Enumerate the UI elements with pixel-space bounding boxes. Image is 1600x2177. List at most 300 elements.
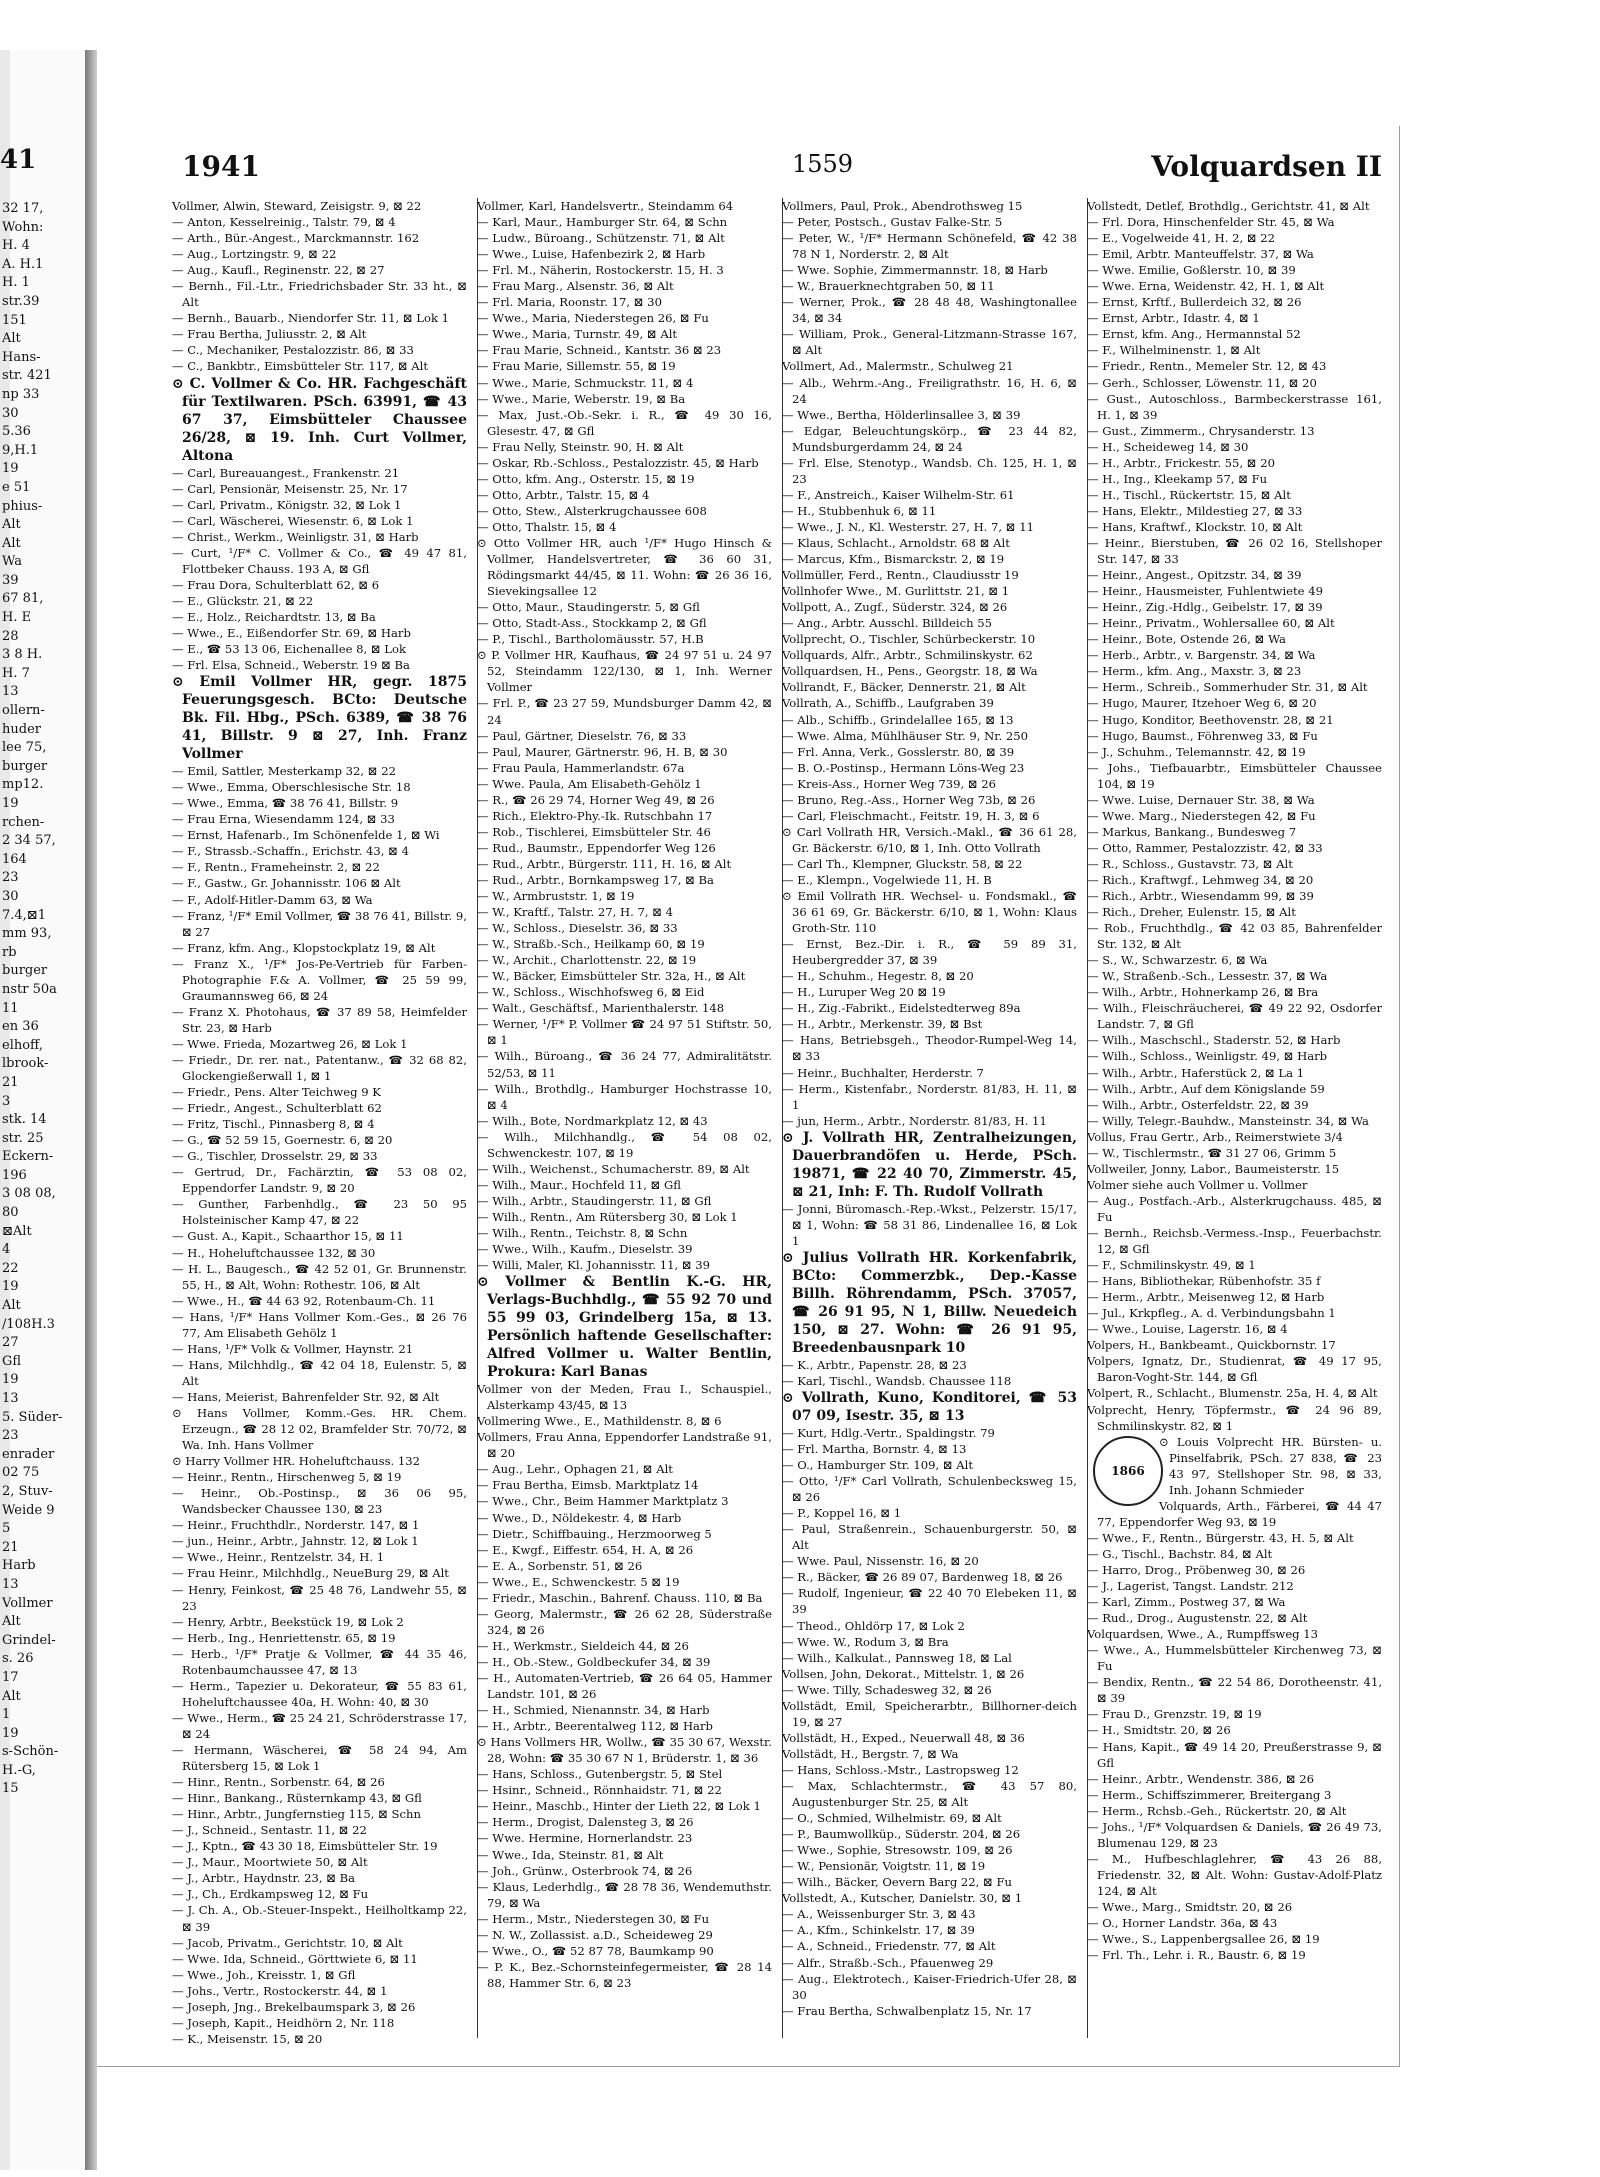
directory-page — [97, 126, 1400, 2067]
directory-entry: — Otto, kfm. Ang., Osterstr. 15, ⊠ 19 — [477, 471, 695, 486]
directory-entry: — Wilh., Büroang., ☎ 36 24 77, Admiralitätstr. 52/53, ⊠ 11 — [477, 1049, 772, 1080]
directory-entry: — Ernst, Hafenarb., Im Schönenfelde 1, ⊠ Wi — [172, 828, 440, 843]
directory-entry: — Jonni, Büromasch.-Rep.-Wkst., Pelzerstr. 15/17, ⊠ 1, Wohn: ☎ 58 31 86, Lindenallee 16, ⊠ Lok 1 — [782, 1201, 1077, 1248]
directory-entry: — Aug., Kaufl., Reginenstr. 22, ⊠ 27 — [172, 263, 385, 278]
directory-entry: — W., Straßenb.-Sch., Lessestr. 37, ⊠ Wa — [1087, 969, 1328, 984]
directory-entry: — Dietr., Schiffbauing., Herzmoorweg 5 — [477, 1526, 712, 1541]
directory-entry: — C., Bankbtr., Eimsbütteler Str. 117, ⊠ Alt — [172, 359, 428, 374]
directory-entry: ⊙ Vollmer & Bentlin K.-G. HR, Verlags-Buchhdlg., ☎ 55 92 70 und 55 99 03, Grindelberg 15a, ⊠ 13. Persönlich haftende Gesellschafter: Alfred Vollmer u. Walter Bentlin, Prokura: Karl Banas — [477, 1274, 772, 1381]
directory-entry: — R., Bäcker, ☎ 26 89 07, Bardenweg 18, ⊠ 26 — [782, 1570, 1063, 1585]
directory-entry: — F., Gastw., Gr. Johannisstr. 106 ⊠ Alt — [172, 876, 401, 891]
directory-entry: — Herm., Arbtr., Meisenweg 12, ⊠ Harb — [1087, 1290, 1325, 1305]
directory-entry: — Wwe., Bertha, Hölderlinsallee 3, ⊠ 39 — [782, 407, 1021, 422]
left-page-line: Gfl — [2, 1353, 22, 1369]
directory-entry: — E., Glückstr. 21, ⊠ 22 — [172, 593, 314, 608]
directory-entry: — Rud., Baumstr., Eppendorfer Weg 126 — [477, 840, 716, 855]
directory-entry: — W., Tischlermstr., ☎ 31 27 06, Grimm 5 — [1087, 1145, 1337, 1160]
directory-entry: — Johs., ¹/F* Volquardsen & Daniels, ☎ 26 49 73, Blumenau 129, ⊠ 23 — [1087, 1819, 1382, 1850]
left-page-line: elhoff, — [2, 1037, 43, 1053]
left-page-line: Hans- — [2, 349, 41, 365]
left-page-line: 19 — [2, 796, 19, 811]
directory-entry: — Frl. Else, Stenotyp., Wandsb. Ch. 125, H. 1, ⊠ 23 — [782, 455, 1077, 486]
directory-entry: — Otto, Maur., Staudingerstr. 5, ⊠ Gfl — [477, 600, 700, 615]
directory-entry: — Klaus, Lederhdlg., ☎ 28 78 36, Wendemuthstr. 79, ⊠ Wa — [477, 1879, 772, 1910]
directory-entry: — Wwe., Emma, ☎ 38 76 41, Billstr. 9 — [172, 796, 399, 811]
left-page-line: s-Schön- — [2, 1744, 59, 1760]
left-page-line: 2, Stuv- — [2, 1483, 53, 1499]
directory-entry: — Friedr., Angest., Schulterblatt 62 — [172, 1101, 382, 1116]
directory-entry: — Karl, Tischl., Wandsb. Chaussee 118 — [782, 1373, 1012, 1388]
directory-entry: — Herb., Ing., Henriettenstr. 65, ⊠ 19 — [172, 1630, 396, 1645]
left-page-line: ollern- — [2, 703, 45, 719]
directory-entry: Vollsen, John, Dekorat., Mittelstr. 1, ⊠ 26 — [782, 1666, 1025, 1681]
directory-entry: Volmer siehe auch Vollmer u. Vollmer — [1087, 1177, 1308, 1192]
directory-entry: — F., Strassb.-Schaffn., Erichstr. 43, ⊠ 4 — [172, 844, 409, 859]
directory-entry: — Hans, Betriebsgeh., Theodor-Rumpel-Weg 14, ⊠ 33 — [782, 1033, 1077, 1064]
directory-entry: — Harro, Drog., Pröbenweg 30, ⊠ 26 — [1087, 1562, 1306, 1577]
directory-entry: — Frl. Anna, Verk., Gosslerstr. 80, ⊠ 39 — [782, 744, 1015, 759]
directory-entry: — Max, Schlachtermstr., ☎ 43 57 80, Augustenburger Str. 25, ⊠ Alt — [782, 1778, 1077, 1810]
directory-entry: — Wilh., Bäcker, Oevern Barg 22, ⊠ Fu — [782, 1875, 1012, 1890]
left-page-line: 17 — [2, 1669, 19, 1685]
directory-entry: — Hans, Bibliothekar, Rübenhofstr. 35 f — [1087, 1274, 1321, 1289]
left-page-line: Alt — [2, 1298, 21, 1314]
left-page-line: 19 — [2, 1725, 19, 1741]
book-gutter — [85, 50, 97, 2170]
directory-entry: — Wilh., Kalkulat., Pannsweg 18, ⊠ Lal — [782, 1650, 1012, 1665]
directory-entry: — Heinr., Angest., Opitzstr. 34, ⊠ 39 — [1087, 568, 1302, 583]
left-page-line: 80 — [2, 1205, 19, 1221]
directory-entry: — Wwe., Ida, Steinstr. 81, ⊠ Alt — [477, 1847, 664, 1862]
directory-entry: — Klaus, Schlacht., Arnoldstr. 68 ⊠ Alt — [782, 535, 1010, 550]
directory-entry: — Bernh., Fil.-Ltr., Friedrichsbader Str. 33 ht., ⊠ Alt — [172, 279, 467, 310]
directory-entry: — Herb., ¹/F* Pratje & Vollmer, ☎ 44 35 46, Rotenbaumchaussee 47, ⊠ 13 — [172, 1646, 467, 1677]
directory-entry: — Hans, Kraftwf., Klockstr. 10, ⊠ Alt — [1087, 519, 1303, 534]
directory-entry: ⊙ P. Vollmer HR, Kaufhaus, ☎ 24 97 51 u. 24 97 52, Steindamm 122/130, ⊠ 1, Inh. Werner Vollmer — [477, 648, 772, 695]
directory-entry: — W., Brauerknechtgraben 50, ⊠ 11 — [782, 279, 995, 294]
directory-entry: — Frau Bertha, Schwalbenplatz 15, Nr. 17 — [782, 2003, 1032, 2018]
directory-entry: Vollstedt, A., Kutscher, Danielstr. 30, ⊠ 1 — [782, 1891, 1023, 1906]
directory-entry: — Edgar, Beleuchtungskörp., ☎ 23 44 82, Mundsburgerdamm 24, ⊠ 24 — [782, 423, 1077, 454]
directory-entry: — G., ☎ 52 59 15, Goernestr. 6, ⊠ 20 — [172, 1133, 393, 1148]
directory-entry: Volpert, R., Schlacht., Blumenstr. 25a, H. 4, ⊠ Alt — [1087, 1386, 1378, 1401]
directory-entry: Vollmüller, Ferd., Rentn., Claudiusstr 19 — [782, 568, 1019, 583]
directory-entry: — Frau Erna, Wiesendamm 124, ⊠ 33 — [172, 812, 395, 827]
directory-entry: — Otto, Stew., Alsterkrugchaussee 608 — [477, 503, 707, 518]
directory-entry: Vollquards, Alfr., Arbtr., Schmilinskystr. 62 — [782, 648, 1033, 663]
left-page-fragment — [0, 50, 85, 2170]
directory-entry: — J., Schuhm., Telemannstr. 42, ⊠ 19 — [1087, 744, 1306, 759]
directory-entry: — Rich., Elektro-Phy.-Ik. Rutschbahn 17 — [477, 808, 713, 823]
directory-entry: — Wilh., Maschschl., Staderstr. 52, ⊠ Harb — [1087, 1033, 1341, 1048]
directory-entry: — Rud., Arbtr., Bürgerstr. 111, H. 16, ⊠ Alt — [477, 856, 732, 871]
left-page-line: phius- — [2, 498, 43, 514]
directory-entry: — E., Kwgf., Eiffestr. 654, H. A, ⊠ 26 — [477, 1542, 694, 1557]
left-page-line: H. 4 — [2, 238, 30, 254]
directory-entry: ⊙ Carl Vollrath HR, Versich.-Makl., ☎ 36 61 28, Gr. Bäckerstr. 6/10, ⊠ 1, Inh. Otto Vollrath — [782, 824, 1077, 855]
left-page-line: 23 — [2, 1428, 19, 1444]
directory-entry: — W., Pensionär, Voigtstr. 11, ⊠ 19 — [782, 1859, 986, 1874]
column-1 — [172, 198, 467, 2058]
directory-entry: — Bernh., Bauarb., Niendorfer Str. 11, ⊠ Lok 1 — [172, 311, 450, 326]
directory-entry: — H., Luruper Weg 20 ⊠ 19 — [782, 985, 946, 1000]
directory-entry: — Bendix, Rentn., ☎ 22 54 86, Dorotheenstr. 41, ⊠ 39 — [1087, 1675, 1382, 1706]
directory-entry: — Rich., Dreher, Eulenstr. 15, ⊠ Alt — [1087, 905, 1296, 920]
left-page-line: 30 — [2, 405, 19, 421]
directory-entry: — jun, Herm., Arbtr., Norderstr. 81/83, H. 11 — [782, 1113, 1047, 1128]
left-page-line: Alt — [2, 331, 21, 347]
directory-entry: — J., Maur., Moortwiete 50, ⊠ Alt — [172, 1855, 368, 1870]
left-page-line: Eckern- — [2, 1149, 54, 1165]
directory-entry: ⊙ Vollrath, Kuno, Konditorei, ☎ 53 07 09, Isestr. 35, ⊠ 13 — [782, 1389, 1077, 1424]
directory-entry: — Wwe., Herm., ☎ 25 24 21, Schröderstrasse 17, ⊠ 24 — [172, 1710, 467, 1741]
directory-entry: — Rich., Kraftwgf., Lehmweg 34, ⊠ 20 — [1087, 872, 1314, 887]
left-page-line: str. 25 — [2, 1130, 44, 1146]
directory-entry: — W., Kraftf., Talstr. 27, H. 7, ⊠ 4 — [477, 905, 674, 920]
directory-entry: — Otto, Stadt-Ass., Stockkamp 2, ⊠ Gfl — [477, 616, 707, 631]
directory-entry: — Frau Bertha, Eimsb. Marktplatz 14 — [477, 1478, 699, 1493]
left-page-line: 21 — [2, 1539, 19, 1555]
directory-entry: — Frl. Maria, Roonstr. 17, ⊠ 30 — [477, 295, 662, 310]
left-page-line: 39 — [2, 572, 19, 588]
left-page-line: H. E — [2, 610, 32, 626]
directory-entry: — Aug., Lehr., Ophagen 21, ⊠ Alt — [477, 1462, 673, 1477]
directory-entry: — Gust., Autoschloss., Barmbeckerstrasse 161, H. 1, ⊠ 39 — [1087, 391, 1382, 422]
page-year: 1941 — [182, 150, 260, 183]
directory-entry: Vollus, Frau Gertr., Arb., Reimerstwiete 3/4 — [1087, 1129, 1343, 1144]
directory-entry: — Heinr., Ob.-Postinsp., ⊠ 36 06 95, Wandsbecker Chaussee 130, ⊠ 23 — [172, 1486, 467, 1517]
directory-entry: — Wwe. Ida, Schneid., Görttwiete 6, ⊠ 11 — [172, 1951, 418, 1966]
directory-entry: — G., Tischl., Bachstr. 84, ⊠ Alt — [1087, 1546, 1273, 1561]
left-page-line: 7.4,⊠1 — [2, 907, 46, 923]
directory-entry: — Wwe., A., Hummelsbütteler Kirchenweg 73, ⊠ Fu — [1087, 1643, 1382, 1674]
directory-entry: ⊙ C. Vollmer & Co. HR. Fachgeschäft für Textilwaren. PSch. 63991, ☎ 43 67 37, Eimsbütteler Chaussee 26/28, ⊠ 19. Inh. Curt Vollmer, Altona — [172, 375, 467, 464]
directory-entry: — Herm., kfm. Ang., Maxstr. 3, ⊠ 23 — [1087, 664, 1302, 679]
left-page-line: 9,H.1 — [2, 442, 39, 458]
directory-entry: — Carl, Privatm., Königstr. 32, ⊠ Lok 1 — [172, 497, 402, 512]
directory-entry: ⊙ Emil Vollrath HR. Wechsel- u. Fondsmakl., ☎ 36 61 69, Gr. Bäckerstr. 6/10, ⊠ 1, Wohn: Klaus Groth-Str. 110 — [782, 889, 1077, 936]
directory-entry: — Marcus, Kfm., Bismarckstr. 2, ⊠ 19 — [782, 552, 1005, 567]
left-page-line: Alt — [2, 1688, 21, 1704]
directory-entry: — P., Koppel 16, ⊠ 1 — [782, 1506, 902, 1521]
left-page-line: 5 — [2, 1521, 11, 1537]
directory-entry: — H., Arbtr., Beerentalweg 112, ⊠ Harb — [477, 1719, 713, 1734]
directory-entry: — Wwe., Marie, Schmuckstr. 11, ⊠ 4 — [477, 375, 694, 390]
directory-entry: — Wwe., D., Nöldekestr. 4, ⊠ Harb — [477, 1510, 682, 1525]
directory-entry: — Gerh., Schlosser, Löwenstr. 11, ⊠ 20 — [1087, 375, 1317, 390]
directory-entry: — Frl. M., Näherin, Rostockerstr. 15, H. 3 — [477, 263, 724, 278]
directory-entry: — Heinr., Rentn., Hirschenweg 5, ⊠ 19 — [172, 1470, 402, 1485]
directory-entry: ⊙ Harry Vollmer HR. Hoheluftchauss. 132 — [172, 1454, 421, 1469]
directory-entry: — Friedr., Dr. rer. nat., Patentanw., ☎ 32 68 82, Glockengießerwall 1, ⊠ 1 — [172, 1052, 467, 1084]
directory-entry: — Hans, Schloss., Gutenbergstr. 5, ⊠ Stel — [477, 1767, 723, 1782]
directory-entry: — Werner, ¹/F* P. Vollmer ☎ 24 97 51 Stiftstr. 50, ⊠ 1 — [477, 1017, 772, 1048]
directory-entry: — Werner, Prok., ☎ 28 48 48, Washingtonallee 34, ⊠ 34 — [782, 295, 1077, 326]
directory-entry: — Friedr., Maschin., Bahrenf. Chauss. 110, ⊠ Ba — [477, 1590, 763, 1605]
directory-entry: — E. A., Sorbenstr. 51, ⊠ 26 — [477, 1558, 643, 1573]
directory-entry: Vollmers, Paul, Prok., Abendrothsweg 15 — [782, 199, 1023, 213]
left-page-line: mp12. — [2, 777, 44, 793]
directory-entry: — Heinr., Hausmeister, Fuhlentwiete 49 — [1087, 584, 1323, 599]
directory-entry: — Heinr., Buchhalter, Herderstr. 7 — [782, 1065, 984, 1080]
directory-entry: — Heinr., Bote, Ostende 26, ⊠ Wa — [1087, 632, 1286, 647]
directory-entry: — Aug., Elektrotech., Kaiser-Friedrich-Ufer 28, ⊠ 30 — [782, 1971, 1077, 2002]
directory-entry: — Wilh., Arbtr., Hohnerkamp 26, ⊠ Bra — [1087, 985, 1319, 1000]
left-page-line: 32 17, — [2, 201, 44, 216]
directory-entry: — Heinr., Privatm., Wohlersallee 60, ⊠ Alt — [1087, 616, 1335, 631]
directory-entry: — Wwe., Louise, Lagerstr. 16, ⊠ 4 — [1087, 1322, 1288, 1337]
directory-entry: — Herm., Rchsb.-Geh., Rückertstr. 20, ⊠ Alt — [1087, 1803, 1347, 1818]
directory-entry: — Hans, Meierist, Bahrenfelder Str. 92, ⊠ Alt — [172, 1389, 440, 1404]
directory-entry: — R., ☎ 26 29 74, Horner Weg 49, ⊠ 26 — [477, 792, 715, 807]
left-page-line: 21 — [2, 1074, 19, 1090]
left-page-line: Alt — [2, 1614, 21, 1630]
directory-entry: — Wwe., F., Rentn., Bürgerstr. 43, H. 5, ⊠ Alt — [1087, 1530, 1354, 1545]
directory-entry: — Wilh., Arbtr., Staudingerstr. 11, ⊠ Gfl — [477, 1193, 712, 1208]
directory-entry: — Wwe., Wilh., Kaufm., Dieselstr. 39 — [477, 1242, 693, 1257]
directory-entry: — Wilh., Fleischräucherei, ☎ 49 22 92, Osdorfer Landstr. 7, ⊠ Gfl — [1087, 1001, 1382, 1032]
directory-entry: — Paul, Maurer, Gärtnerstr. 96, H. B, ⊠ 30 — [477, 744, 728, 759]
directory-entry: — Henry, Feinkost, ☎ 25 48 76, Landwehr 55, ⊠ 23 — [172, 1582, 467, 1613]
directory-entry: — Wwe., Marie, Weberstr. 19, ⊠ Ba — [477, 391, 686, 406]
directory-entry: — W., Straßb.-Sch., Heilkamp 60, ⊠ 19 — [477, 937, 705, 952]
left-page-line: 3 8 H. — [2, 647, 43, 663]
left-page-header-fragment: 41 — [0, 145, 37, 175]
directory-entry: — Willi, Maler, Kl. Johannisstr. 11, ⊠ 39 — [477, 1258, 711, 1273]
directory-entry: Volpers, Ignatz, Dr., Studienrat, ☎ 49 17 95, Baron-Voght-Str. 144, ⊠ Gfl — [1087, 1354, 1382, 1385]
directory-entry: — Heinr., Zig.-Hdlg., Geibelstr. 17, ⊠ 39 — [1087, 600, 1323, 615]
left-page-line: 19 — [2, 1372, 19, 1388]
directory-entry: — Wilh., Brothdlg., Hamburger Hochstrasse 10, ⊠ 4 — [477, 1081, 772, 1112]
directory-entry: — Wwe., S., Lappenbergsallee 26, ⊠ 19 — [1087, 1932, 1320, 1947]
directory-entry: — Emil, Sattler, Mesterkamp 32, ⊠ 22 — [172, 764, 396, 779]
directory-entry: — Johs., Vertr., Rostockerstr. 44, ⊠ 1 — [172, 1983, 388, 1998]
directory-entry: — Wilh., Maur., Hochfeld 11, ⊠ Gfl — [477, 1177, 682, 1192]
directory-entry: — Wwe. Tilly, Schadesweg 32, ⊠ 26 — [782, 1682, 992, 1697]
directory-entry: — R., Schloss., Gustavstr. 73, ⊠ Alt — [1087, 856, 1293, 871]
directory-entry: — Ludw., Büroang., Schützenstr. 71, ⊠ Alt — [477, 231, 725, 246]
directory-entry: — W., Armbruststr. 1, ⊠ 19 — [477, 889, 635, 904]
directory-entry: — E., Klempn., Vogelwiede 11, H. B — [782, 872, 992, 887]
directory-entry: — O., Schmied, Wilhelmistr. 69, ⊠ Alt — [782, 1811, 1002, 1826]
directory-entry: Vollmering Wwe., E., Mathildenstr. 8, ⊠ 6 — [477, 1414, 722, 1429]
left-page-line: Wohn: — [2, 219, 44, 235]
directory-entry: — M., Hufbeschlaglehrer, ☎ 43 26 88, Friedenstr. 32, ⊠ Alt. Wohn: Gustav-Adolf-Platz 124, ⊠ Alt — [1087, 1851, 1382, 1898]
company-logo: 1866 — [1093, 1436, 1163, 1506]
directory-entry: — Wilh., Arbtr., Auf dem Königslande 59 — [1087, 1081, 1325, 1096]
directory-entry: — Hans, Kapit., ☎ 49 14 20, Preußerstrasse 9, ⊠ Gfl — [1087, 1739, 1382, 1770]
directory-entry: — J., Lagerist, Tangst. Landstr. 212 — [1087, 1579, 1294, 1594]
column-4 — [1087, 198, 1382, 2058]
directory-entry: — Ernst, Arbtr., Idastr. 4, ⊠ 1 — [1087, 311, 1260, 326]
directory-entry: — Carl Th., Klempner, Gluckstr. 58, ⊠ 22 — [782, 856, 1023, 871]
directory-entry: — Otto, Arbtr., Talstr. 15, ⊠ 4 — [477, 487, 650, 502]
left-page-line: 1 — [2, 1707, 11, 1723]
directory-entry: — Wilh., Rentn., Teichstr. 8, ⊠ Schn — [477, 1226, 688, 1240]
directory-entry: ⊙ Emil Vollmer HR, gegr. 1875 Feuerungsgesch. BCto: Deutsche Bk. Fil. Hbg., PSch. 6389, ☎ 38 76 41, Billstr. 9 ⊠ 27, Inh. Franz Vollmer — [172, 674, 467, 763]
directory-entry: — Frau D., Grenzstr. 19, ⊠ 19 — [1087, 1707, 1262, 1722]
directory-entry: — H., Schuhm., Hegestr. 8, ⊠ 20 — [782, 969, 974, 984]
directory-entry: — Frau Marie, Sillemstr. 55, ⊠ 19 — [477, 359, 676, 374]
directory-entry: — Wwe., H., ☎ 44 63 92, Rotenbaum-Ch. 11 — [172, 1293, 436, 1308]
directory-entry: — B. O.-Postinsp., Hermann Löns-Weg 23 — [782, 760, 1025, 775]
directory-entry: — Herm., Tapezier u. Dekorateur, ☎ 55 83 61, Hoheluftchaussee 40a, H. Wohn: 40, ⊠ 30 — [172, 1678, 467, 1709]
directory-entry: ⊙ Louis Volprecht HR. Bürsten- u. Pinselfabrik, PSch. 27 838, ☎ 23 43 97, Stellshoper Str. 98, ⊠ 33, Inh. Johann Schmieder — [1159, 1434, 1382, 1497]
directory-entry: — W., Schloss., Wischhofsweg 6, ⊠ Eid — [477, 985, 705, 1000]
directory-entry: — Alfr., Straßb.-Sch., Pfauenweg 29 — [782, 1955, 994, 1970]
directory-entry: — Hugo, Baumst., Föhrenweg 33, ⊠ Fu — [1087, 728, 1318, 743]
left-page-line: 67 81, — [2, 591, 44, 607]
directory-entry: — A., Schneid., Friedenstr. 77, ⊠ Alt — [782, 1939, 996, 1954]
directory-entry: — W., Schloss., Dieselstr. 36, ⊠ 33 — [477, 921, 678, 936]
left-page-line: burger — [2, 758, 48, 774]
directory-entry: — Franz X. Photohaus, ☎ 37 89 58, Heimfelder Str. 23, ⊠ Harb — [172, 1004, 467, 1035]
column-3 — [782, 198, 1077, 2058]
directory-entry: — Hans, ¹/F* Volk & Vollmer, Haynstr. 21 — [172, 1341, 414, 1356]
directory-entry: — P., Baumwollküp., Süderstr. 204, ⊠ 26 — [782, 1827, 1021, 1842]
directory-entry: — Wilh., Arbtr., Haferstück 2, ⊠ La 1 — [1087, 1065, 1305, 1080]
directory-entry: — Otto, ¹/F* Carl Vollrath, Schulenbecksweg 15, ⊠ 26 — [782, 1474, 1077, 1505]
directory-entry: — Wilh., Milchhandlg., ☎ 54 08 02, Schwenckestr. 107, ⊠ 19 — [477, 1129, 772, 1160]
directory-entry: — J. Ch. A., Ob.-Steuer-Inspekt., Heilholtkamp 22, ⊠ 39 — [172, 1903, 467, 1934]
directory-entry: — Hans, Schloss.-Mstr., Lastropsweg 12 — [782, 1762, 1019, 1777]
directory-entry: — Heinr., Fruchthdlr., Norderstr. 147, ⊠ 1 — [172, 1518, 420, 1533]
directory-entry: — Frl. Elsa, Schneid., Weberstr. 19 ⊠ Ba — [172, 658, 410, 673]
directory-entry: — Wwe., Emma, Oberschlesische Str. 18 — [172, 780, 411, 795]
directory-entry: — E., Holz., Reichardtstr. 13, ⊠ Ba — [172, 609, 376, 624]
directory-entry: — H., Hoheluftchaussee 132, ⊠ 30 — [172, 1245, 376, 1260]
directory-entry: — H., Tischl., Rückertstr. 15, ⊠ Alt — [1087, 487, 1291, 502]
left-page-line: lee 75, — [2, 740, 47, 756]
directory-entry: — E., Vogelweide 41, H. 2, ⊠ 22 — [1087, 231, 1276, 246]
directory-entry: Volquards, Arth., Färberei, ☎ 44 47 77, Eppendorfer Weg 93, ⊠ 19 — [1097, 1498, 1382, 1529]
directory-entry: — Hinr., Bankang., Rüsternkamp 43, ⊠ Gfl — [172, 1791, 422, 1806]
left-page-line: e 51 — [2, 479, 31, 495]
directory-entry: — E., ☎ 53 13 06, Eichenallee 8, ⊠ Lok — [172, 642, 406, 657]
directory-entry: — Wwe., E., Eißendorfer Str. 69, ⊠ Harb — [172, 625, 411, 640]
left-page-line: 196 — [2, 1167, 27, 1183]
directory-entry: — Jul., Krkpfleg., A. d. Verbindungsbahn 1 — [1087, 1306, 1336, 1321]
directory-entry: — Franz, kfm. Ang., Klopstockplatz 19, ⊠ Alt — [172, 940, 436, 955]
directory-entry: — Rob., Fruchthdlg., ☎ 42 03 85, Bahrenfelder Str. 132, ⊠ Alt — [1087, 921, 1382, 952]
directory-entry: — Kurt, Hdlg.-Vertr., Spaldingstr. 79 — [782, 1425, 995, 1440]
directory-entry: Vollstädt, H., Exped., Neuerwall 48, ⊠ 36 — [782, 1730, 1025, 1745]
directory-entry: — Rich., Arbtr., Wiesendamm 99, ⊠ 39 — [1087, 889, 1314, 904]
directory-entry: — Friedr., Pens. Alter Teichweg 9 K — [172, 1085, 381, 1100]
directory-entry: — Hans, Milchhdlg., ☎ 42 04 18, Eulenstr. 5, ⊠ Alt — [172, 1357, 467, 1388]
left-page-line: 5. Süder- — [2, 1409, 63, 1425]
directory-entry: — Hinr., Rentn., Sorbenstr. 64, ⊠ 26 — [172, 1775, 385, 1790]
directory-entry: Volprecht, Henry, Töpfermstr., ☎ 24 96 89, Schmilinskystr. 82, ⊠ 1 — [1087, 1402, 1382, 1433]
directory-entry: — Rud., Drog., Augustenstr. 22, ⊠ Alt — [1087, 1611, 1308, 1626]
directory-entry: — Wwe., Marg., Smidtstr. 20, ⊠ 26 — [1087, 1899, 1293, 1914]
left-page-line: 4 — [2, 1242, 11, 1258]
directory-entry: — Jacob, Privatm., Gerichtstr. 10, ⊠ Alt — [172, 1935, 403, 1950]
directory-entry: Vollmers, Frau Anna, Eppendorfer Landstraße 91, ⊠ 20 — [477, 1430, 772, 1461]
directory-entry: — Wwe., Heinr., Rentzelstr. 34, H. 1 — [172, 1550, 385, 1565]
directory-entry: — Frl. Dora, Hinschenfelder Str. 45, ⊠ Wa — [1087, 215, 1335, 230]
directory-entry: — K., Arbtr., Papenstr. 28, ⊠ 23 — [782, 1357, 967, 1372]
directory-entry: ⊙ Hans Vollmers HR, Wollw., ☎ 35 30 67, Wexstr. 28, Wohn: ☎ 35 30 67 N 1, Brüderstr. 1, ⊠ 36 — [477, 1735, 772, 1766]
directory-entry: — W., Bäcker, Eimsbütteler Str. 32a, H., ⊠ Alt — [477, 969, 746, 984]
directory-entry: — Herm., Schreib., Sommerhuder Str. 31, ⊠ Alt — [1087, 680, 1368, 695]
directory-entry: — Bruno, Reg.-Ass., Horner Weg 73b, ⊠ 26 — [782, 792, 1036, 807]
column-2 — [477, 198, 772, 2058]
directory-entry: — Ernst, Krftf., Bullerdeich 32, ⊠ 26 — [1087, 295, 1302, 310]
directory-entry: — Gunther, Farbenhdlg., ☎ 23 50 95 Holsteinischer Kamp 47, ⊠ 22 — [172, 1197, 467, 1228]
columns-container — [172, 198, 1382, 2058]
directory-entry: — Wwe., E., Schwenckestr. 5 ⊠ 19 — [477, 1574, 680, 1589]
left-page-line: H. 7 — [2, 665, 30, 681]
directory-entry: — Ernst, Bez.-Dir. i. R., ☎ 59 89 31, Heubergredder 37, ⊠ 39 — [782, 937, 1077, 968]
left-page-line: mm 93, — [2, 926, 52, 942]
directory-entry: — Heinr., Arbtr., Wendenstr. 386, ⊠ 26 — [1087, 1771, 1315, 1786]
directory-entry: — William, Prok., General-Litzmann-Strasse 167, ⊠ Alt — [782, 327, 1077, 358]
directory-entry: — Curt, ¹/F* C. Vollmer & Co., ☎ 49 47 81, Flottbeker Chauss. 193 A, ⊠ Gfl — [172, 545, 467, 576]
directory-entry: — Herm., Mstr., Niederstegen 30, ⊠ Fu — [477, 1911, 710, 1926]
directory-entry: — Willy, Telegr.-Bauhdw., Mansteinstr. 34, ⊠ Wa — [1087, 1113, 1369, 1128]
directory-entry: — Ang., Arbtr. Ausschl. Billdeich 55 — [782, 616, 993, 631]
left-page-line: A. H.1 — [2, 256, 44, 272]
directory-entry: — Georg, Malermstr., ☎ 26 62 28, Süderstraße 324, ⊠ 26 — [477, 1606, 772, 1637]
directory-entry: — Hugo, Maurer, Itzehoer Weg 6, ⊠ 20 — [1087, 696, 1317, 711]
directory-entry: — Herb., Arbtr., v. Bargenstr. 34, ⊠ Wa — [1087, 648, 1316, 663]
directory-entry: — H., Stubbenhuk 6, ⊠ 11 — [782, 503, 937, 518]
directory-entry: — J., Ch., Erdkampsweg 12, ⊠ Fu — [172, 1887, 369, 1902]
left-page-line: rchen- — [2, 814, 45, 830]
directory-entry: — Henry, Arbtr., Beekstück 19, ⊠ Lok 2 — [172, 1614, 404, 1629]
directory-entry: — Ernst, kfm. Ang., Hermannstal 52 — [1087, 327, 1301, 342]
directory-entry: — F., Rentn., Frameheinstr. 2, ⊠ 22 — [172, 860, 380, 875]
directory-entry: — Wwe. Paula, Am Elisabeth-Gehölz 1 — [477, 776, 702, 791]
directory-entry: — Wwe. Emilie, Goßlerstr. 10, ⊠ 39 — [1087, 263, 1296, 278]
left-page-line: Alt — [2, 517, 21, 533]
directory-entry: — Oskar, Rb.-Schloss., Pestalozzistr. 45, ⊠ Harb — [477, 455, 759, 470]
directory-entry: — Wwe. Marg., Niederstegen 42, ⊠ Fu — [1087, 808, 1316, 823]
directory-entry: — Max, Just.-Ob.-Sekr. i. R., ☎ 49 30 16, Glesestr. 47, ⊠ Gfl — [477, 407, 772, 438]
directory-entry: — Gust., Zimmerm., Chrysanderstr. 13 — [1087, 423, 1315, 438]
left-page-line: Vollmer — [2, 1595, 53, 1611]
directory-entry: — H. L., Baugesch., ☎ 42 52 01, Gr. Brunnenstr. 55, H., ⊠ Alt, Wohn: Rothestr. 106, ⊠ Alt — [172, 1261, 467, 1292]
directory-entry: — Wwe., Chr., Beim Hammer Marktplatz 3 — [477, 1494, 729, 1509]
left-page-line: Wa — [2, 554, 22, 570]
directory-entry: — H., Zig.-Fabrikt., Eidelstedterweg 89a — [782, 1001, 1021, 1016]
directory-entry: — Joh., Grünw., Osterbrook 74, ⊠ 26 — [477, 1863, 693, 1878]
directory-entry: — Joseph, Jng., Brekelbaumspark 3, ⊠ 26 — [172, 1999, 416, 2014]
left-page-line: enrader — [2, 1446, 55, 1462]
directory-entry: — Alb., Wehrm.-Ang., Freiligrathstr. 16, H. 6, ⊠ 24 — [782, 375, 1077, 406]
directory-entry: — Emil, Arbtr. Manteuffelstr. 37, ⊠ Wa — [1087, 247, 1314, 262]
directory-entry: — Frau Bertha, Juliusstr. 2, ⊠ Alt — [172, 327, 367, 342]
directory-entry: — Peter, W., ¹/F* Hermann Schönefeld, ☎ 42 38 78 N 1, Norderstr. 2, ⊠ Alt — [782, 231, 1077, 262]
left-page-line: 27 — [2, 1335, 19, 1351]
directory-entry: — F., Wilhelminenstr. 1, ⊠ Alt — [1087, 343, 1261, 358]
directory-entry: — Wwe. Hermine, Hornerlandstr. 23 — [477, 1831, 693, 1846]
directory-entry: — Frau Marg., Alsenstr. 36, ⊠ Alt — [477, 279, 674, 294]
directory-entry: — Herm., Schiffszimmerer, Breitergang 3 — [1087, 1787, 1332, 1802]
directory-entry: Volpers, H., Bankbeamt., Quickbornstr. 17 — [1087, 1338, 1336, 1353]
left-page-line: 3 08 08, — [2, 1186, 56, 1202]
directory-entry: — Otto, Thalstr. 15, ⊠ 4 — [477, 519, 617, 534]
page-header — [182, 150, 1382, 186]
directory-entry: ⊙ Julius Vollrath HR. Korkenfabrik, BCto: Commerzbk., Dep.-Kasse Billh. Röhrendamm, PSch. 37057, ☎ 26 91 95, N 1, Billw. Neuedeich 150, ⊠ 27. Wohn: ☎ 26 91 95, Breedenbausnpark 10 — [782, 1249, 1077, 1356]
directory-entry: — Herm., Kistenfabr., Norderstr. 81/83, H. 11, ⊠ 1 — [782, 1081, 1077, 1112]
directory-entry: — W., Archit., Charlottenstr. 22, ⊠ 19 — [477, 953, 697, 968]
directory-entry: — A., Kfm., Schinkelstr. 17, ⊠ 39 — [782, 1923, 975, 1938]
directory-entry: — Heinr., Maschb., Hinter der Lieth 22, ⊠ Lok 1 — [477, 1799, 761, 1814]
left-page-line: Harb — [2, 1558, 36, 1574]
directory-entry: — Heinr., Bierstuben, ☎ 26 02 16, Stellshoper Str. 147, ⊠ 33 — [1087, 535, 1382, 567]
